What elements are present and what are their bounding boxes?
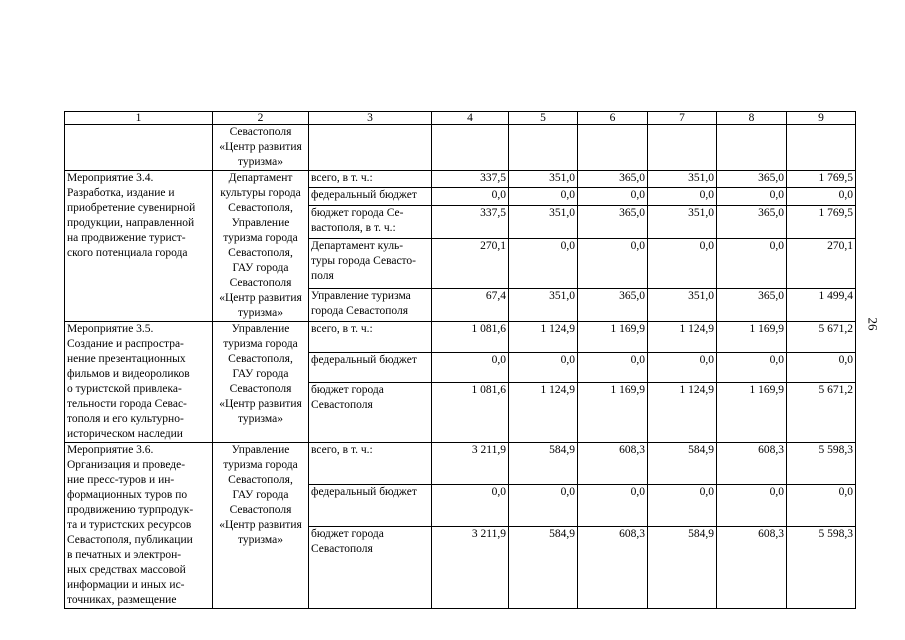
funding-source-cell [309,288,432,321]
amount-cell: 5 598,3 [787,527,856,609]
activity-cell [65,171,213,322]
text-line: приобретение сувенирной [67,202,196,214]
amount-cell: 351,0 [509,288,578,321]
text-line: ГАУ города [232,262,289,274]
text-line: бюджет города [311,528,384,541]
executor-cell [213,125,309,171]
text-line: Севастополя, [228,353,293,365]
text-line: Севастополя [311,399,373,412]
amount-cell: 0,0 [432,188,509,205]
amount-cell: 3 211,9 [432,527,509,609]
amount-cell: 0,0 [648,188,717,205]
funding-source-cell [309,443,432,485]
amount-cell: 0,0 [509,352,578,383]
amount-cell: 1 769,5 [787,171,856,188]
text-line: туризма города [223,459,298,471]
header-row [65,112,856,125]
amount-cell: 1 124,9 [509,383,578,443]
amount-cell: 0,0 [648,485,717,527]
amount-cell: 0,0 [432,485,509,527]
amount-cell: 608,3 [578,527,648,609]
column-number: 5 [509,112,578,125]
amount-cell: 1 081,6 [432,322,509,353]
amount-cell: 0,0 [578,485,648,527]
text-line: Севастополя, [228,474,293,486]
amount-cell: 0,0 [509,485,578,527]
amount-cell: 5 598,3 [787,443,856,485]
text-line: Севастополя [311,543,373,556]
amount-cell: 1 769,5 [787,205,856,238]
amount-cell: 365,0 [578,205,648,238]
text-line: на продвижение турист- [67,232,186,244]
amount-cell: 351,0 [509,205,578,238]
text-line: продвижению турпродук- [67,504,194,516]
text-line: Разработка, издание и [67,187,175,199]
amount-cell: 584,9 [509,527,578,609]
amount-cell: 0,0 [787,188,856,205]
amount-cell: 0,0 [717,188,787,205]
activity-cell [65,125,213,171]
empty-cell [717,125,787,171]
amount-cell: 1 169,9 [717,322,787,353]
text-line: Севастополя [229,383,292,395]
text-line: Севастополя, [228,247,293,259]
text-line: федеральный бюджет [311,353,417,366]
amount-cell: 0,0 [717,352,787,383]
text-line: ГАУ города [232,489,289,501]
funding-source-cell [309,171,432,188]
text-line: о туристской привлека- [67,383,182,395]
empty-cell [509,125,578,171]
funding-source-cell [309,322,432,353]
text-line: Управление [231,444,290,456]
funding-source-cell [309,205,432,238]
text-line: та и туристских ресурсов [67,519,192,531]
text-line: Организация и проведе- [67,459,186,471]
text-line: Управление [231,217,290,229]
text-line: туризма» [238,307,283,319]
text-line: тельности города Севас- [67,398,187,410]
amount-cell: 0,0 [787,485,856,527]
amount-cell: 365,0 [578,171,648,188]
column-number: 1 [65,112,213,125]
column-number: 9 [787,112,856,125]
text-line: Мероприятие 3.6. [67,444,154,456]
table-row [65,171,856,188]
text-line: историческом наследии [67,428,183,440]
funding-source-cell [309,352,432,383]
column-number: 4 [432,112,509,125]
amount-cell: 351,0 [648,288,717,321]
amount-cell: 365,0 [717,171,787,188]
text-line: всего, в т. ч.: [311,323,373,335]
amount-cell: 0,0 [717,485,787,527]
amount-cell: 608,3 [578,443,648,485]
amount-cell: 1 499,4 [787,288,856,321]
amount-cell: 584,9 [648,527,717,609]
empty-cell [432,125,509,171]
amount-cell: 337,5 [432,205,509,238]
amount-cell: 0,0 [578,188,648,205]
amount-cell: 351,0 [509,171,578,188]
column-number: 7 [648,112,717,125]
funding-source-cell [309,238,432,288]
activity-cell [65,322,213,443]
amount-cell: 0,0 [509,188,578,205]
text-line: культуры города [220,187,301,199]
amount-cell: 67,4 [432,288,509,321]
text-line: федеральный бюджет [311,486,417,499]
text-line: туризма» [238,413,283,425]
empty-cell [787,125,856,171]
text-line: ние пресс-туров и ин- [67,474,175,486]
text-line: поля [311,269,334,282]
text-line: туризма» [238,156,283,168]
text-line: «Центр развития [219,141,302,153]
amount-cell: 584,9 [648,443,717,485]
text-line: всего, в т. ч.: [311,172,373,184]
text-line: всего, в т. ч.: [311,444,373,456]
text-line: тополя и его культурно- [67,413,184,425]
amount-cell: 0,0 [578,238,648,288]
text-line: «Центр развития [219,292,302,304]
amount-cell: 270,1 [432,238,509,288]
text-line: Севастополя [229,277,292,289]
executor-cell [213,171,309,322]
amount-cell: 1 081,6 [432,383,509,443]
amount-cell: 1 124,9 [648,383,717,443]
amount-cell: 0,0 [578,352,648,383]
text-line: «Центр развития [219,398,302,410]
text-line: Севастополя [229,504,292,516]
text-line: Севастополя [229,126,292,138]
executor-cell [213,322,309,443]
amount-cell: 0,0 [648,352,717,383]
column-number: 2 [213,112,309,125]
text-line: города Севастополя [311,304,408,317]
column-number: 6 [578,112,648,125]
amount-cell: 1 169,9 [578,383,648,443]
text-line: Севастополя, [228,202,293,214]
text-line: Создание и распростра- [67,338,184,350]
amount-cell: 584,9 [509,443,578,485]
table-row [65,443,856,485]
empty-cell [578,125,648,171]
executor-cell [213,443,309,609]
funding-source-cell [309,485,432,527]
text-line: туризма города [223,338,298,350]
amount-cell: 0,0 [787,352,856,383]
amount-cell: 337,5 [432,171,509,188]
text-line: ГАУ города [232,368,289,380]
funding-source-cell [309,527,432,609]
text-line: вастополя, в т. ч.: [311,221,396,234]
amount-cell: 365,0 [578,288,648,321]
text-line: бюджет города [311,384,384,397]
amount-cell: 270,1 [787,238,856,288]
amount-cell: 608,3 [717,527,787,609]
continuation-row [65,125,856,171]
text-line: федеральный бюджет [311,189,417,202]
text-line: информации и иных ис- [67,579,185,591]
text-line: Севастополя, публикации [67,534,193,546]
text-line: Мероприятие 3.5. [67,323,154,335]
amount-cell: 0,0 [717,238,787,288]
text-line: ных средствах массовой [67,564,186,576]
amount-cell: 0,0 [432,352,509,383]
amount-cell: 365,0 [717,288,787,321]
text-line: Мероприятие 3.4. [67,172,154,184]
text-line: ского потенциала города [67,247,188,259]
amount-cell: 0,0 [648,238,717,288]
amount-cell: 608,3 [717,443,787,485]
page-number: 26 [865,317,881,331]
amount-cell: 5 671,2 [787,322,856,353]
text-line: в печатных и электрон- [67,549,182,561]
text-line: туры города Севасто- [311,254,417,267]
text-line: точниках, размещение [67,594,177,606]
table-row [65,322,856,353]
budget-table [64,111,856,609]
empty-cell [309,125,432,171]
text-line: формационных туров по [67,489,188,501]
empty-cell [648,125,717,171]
amount-cell: 1 124,9 [648,322,717,353]
amount-cell: 1 169,9 [578,322,648,353]
text-line: продукции, направленной [67,217,195,229]
text-line: Управление [231,323,290,335]
text-line: туризма» [238,534,283,546]
amount-cell: 1 124,9 [509,322,578,353]
amount-cell: 365,0 [717,205,787,238]
text-line: фильмов и видеороликов [67,368,190,380]
text-line: Департамент куль- [311,239,404,252]
amount-cell: 5 671,2 [787,383,856,443]
amount-cell: 351,0 [648,205,717,238]
funding-source-cell [309,188,432,205]
text-line: нение презентационных [67,353,186,365]
column-number: 3 [309,112,432,125]
text-line: Департамент [228,172,293,184]
amount-cell: 3 211,9 [432,443,509,485]
text-line: бюджет города Се- [311,206,404,219]
amount-cell: 1 169,9 [717,383,787,443]
funding-source-cell [309,383,432,443]
text-line: «Центр развития [219,519,302,531]
text-line: Управление туризма [311,289,411,302]
text-line: туризма города [223,232,298,244]
activity-cell [65,443,213,609]
amount-cell: 351,0 [648,171,717,188]
amount-cell: 0,0 [509,238,578,288]
column-number: 8 [717,112,787,125]
